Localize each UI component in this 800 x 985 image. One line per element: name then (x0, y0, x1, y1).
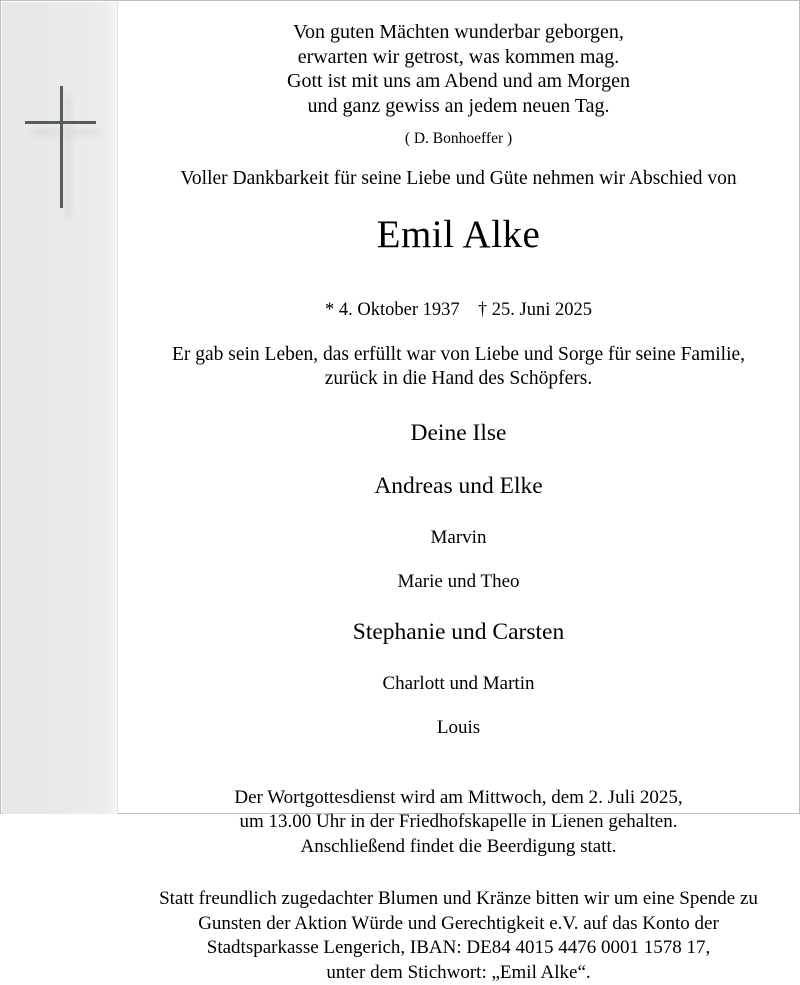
service-line: Anschließend findet die Beerdigung statt. (144, 835, 773, 860)
poem-line: Von guten Mächten wunderbar geborgen, (144, 20, 773, 45)
mourner-lead: Deine Ilse (144, 418, 773, 448)
mourner-group (144, 418, 773, 448)
tribute-line: Er gab sein Leben, das erfüllt war von Liebe und Sorge für seine Familie, (144, 343, 773, 368)
death-date: 25. Juni 2025 (492, 300, 592, 320)
mourner-sub: Marie und Theo (144, 569, 773, 594)
birth-date: 4. Oktober 1937 (339, 300, 460, 320)
life-dates (144, 298, 773, 322)
mourner-sub: Marvin (144, 525, 773, 550)
poem-line: und ganz gewiss an jedem neuen Tag. (144, 94, 773, 119)
mourner-group (144, 617, 773, 740)
mourner-group (144, 471, 773, 594)
mourner-sub: Charlott und Martin (144, 671, 773, 696)
donation-line: Statt freundlich zugedachter Blumen und Kränze bitten wir um eine Spende zu (144, 887, 773, 912)
poem-line: erwarten wir getrost, was kommen mag. (144, 45, 773, 70)
intro-text: Voller Dankbarkeit für seine Liebe und Güte nehmen wir Abschied von (144, 167, 773, 191)
mourner-lead: Stephanie und Carsten (144, 617, 773, 647)
poem-line: Gott ist mit uns am Abend und am Morgen (144, 69, 773, 94)
mourner-sub: Louis (144, 715, 773, 740)
service-line: Der Wortgottesdienst wird am Mittwoch, dem 2. Juli 2025, (144, 786, 773, 811)
donation-line: Gunsten der Aktion Würde und Gerechtigkeit e.V. auf das Konto der (144, 912, 773, 937)
ornament-panel (2, 2, 118, 814)
tribute-line: zurück in die Hand des Schöpfers. (144, 367, 773, 392)
cross-vertical-bar (60, 86, 63, 208)
poem-block (144, 20, 773, 118)
deceased-name: Emil Alke (144, 211, 773, 259)
notice-content (118, 2, 799, 814)
cross-glyph (2, 80, 118, 220)
mourners-block (144, 418, 773, 740)
cross-icon (2, 80, 118, 220)
poem-author: ( D. Bonhoeffer ) (144, 129, 773, 149)
donation-line-iban: Stadtsparkasse Lengerich, IBAN: DE84 4015 4476 0001 1578 17, (144, 936, 773, 961)
donation-block (144, 887, 773, 985)
birth-symbol: * (325, 300, 334, 320)
tribute-block (144, 343, 773, 392)
service-block (144, 786, 773, 860)
death-symbol: † (478, 300, 487, 320)
cross-horizontal-bar (25, 121, 96, 124)
service-line: um 13.00 Uhr in der Friedhofskapelle in Lienen gehalten. (144, 810, 773, 835)
mourner-lead: Andreas und Elke (144, 471, 773, 501)
donation-line-reference: unter dem Stichwort: „Emil Alke“. (144, 961, 773, 985)
